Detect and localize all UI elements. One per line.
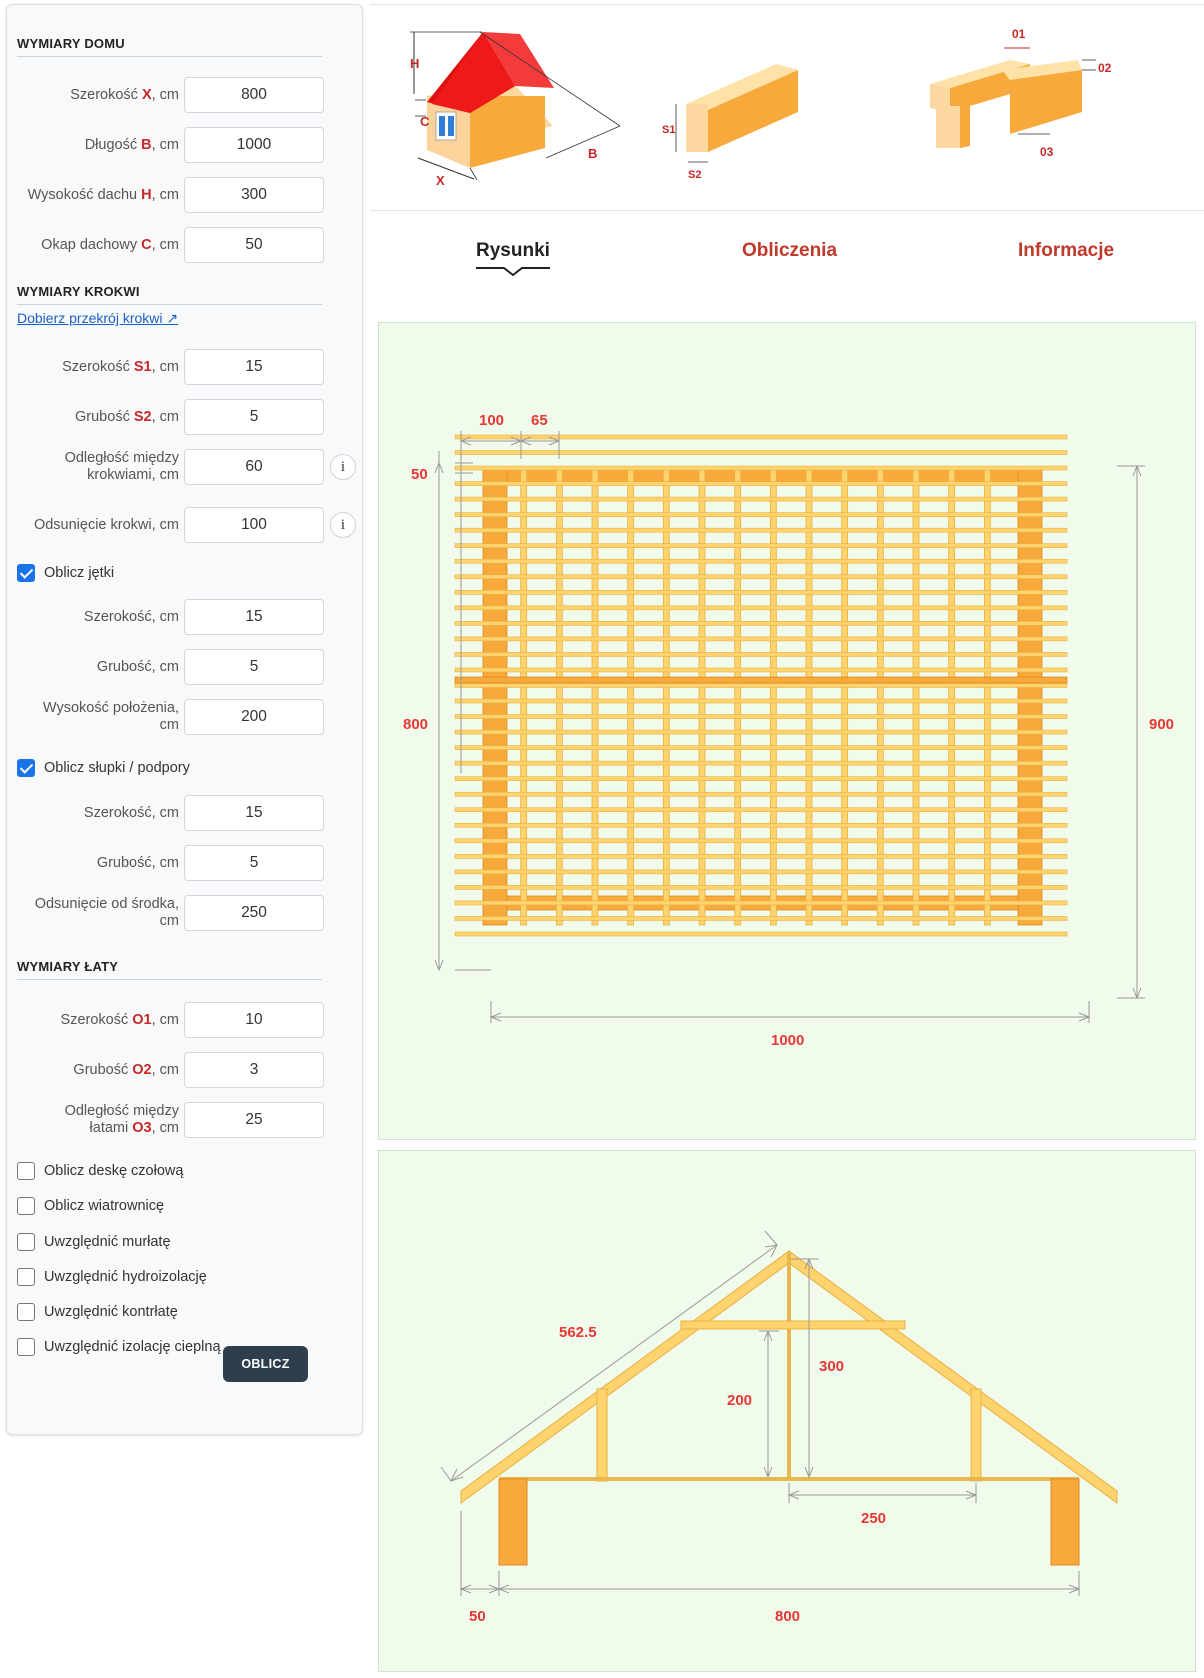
width-x-input[interactable] xyxy=(184,77,324,113)
batten xyxy=(455,637,1067,641)
dim-50-label: 50 xyxy=(411,466,428,483)
post-thickness-input[interactable] xyxy=(184,845,324,881)
field-row-rafter-s1 xyxy=(7,349,364,385)
length-b-input[interactable] xyxy=(184,127,324,163)
roof-height-h-input[interactable] xyxy=(184,177,324,213)
field-label: Odsunięcie krokwi, cm xyxy=(33,516,179,533)
checkbox-label: Oblicz jętki xyxy=(44,565,115,581)
dim-65-label: 65 xyxy=(531,412,548,429)
checkbox-insulation[interactable] xyxy=(17,1336,221,1358)
field-row-post-offset xyxy=(7,895,364,931)
checkbox-collars[interactable] xyxy=(17,562,114,584)
batten xyxy=(455,792,1067,796)
field-label: Okap dachowy C, cm xyxy=(41,236,179,253)
house-c-label: C xyxy=(420,114,430,129)
checkbox-unchecked-icon[interactable] xyxy=(17,1233,35,1251)
dim-100-label: 100 xyxy=(479,412,505,429)
rafter-offset-input[interactable] xyxy=(184,507,324,543)
roof-plan-drawing xyxy=(378,322,1196,1140)
batten xyxy=(455,451,1067,455)
house-diagram-icon xyxy=(410,32,620,188)
field-row-batten-o2 xyxy=(7,1052,364,1088)
field-row-eave-c xyxy=(7,227,364,263)
dim-800-label: 800 xyxy=(403,716,429,733)
rafter-spacing-input[interactable] xyxy=(184,449,324,485)
collar-width-input[interactable] xyxy=(184,599,324,635)
checkbox-unchecked-icon[interactable] xyxy=(17,1197,35,1215)
batten xyxy=(455,606,1067,610)
dim-1000-label: 1000 xyxy=(771,1032,805,1049)
checkbox-checked-icon[interactable] xyxy=(17,759,35,777)
rafter-s2-input[interactable] xyxy=(184,399,324,435)
field-label: Odsunięcie od środka, cm xyxy=(34,896,179,929)
batten xyxy=(455,730,1067,734)
calculator-form-panel xyxy=(6,4,363,1435)
batten xyxy=(455,715,1067,719)
roof-section-drawing xyxy=(378,1150,1196,1672)
collar-thickness-input[interactable] xyxy=(184,649,324,685)
section-dimension-labels xyxy=(469,1324,886,1625)
info-icon[interactable]: i xyxy=(330,454,356,480)
field-label: Szerokość O1, cm xyxy=(60,1011,179,1028)
rafter-s1-label: S1 xyxy=(662,124,676,136)
rafter-section-link[interactable]: Dobierz przekrój krokwi ↗ xyxy=(17,310,179,326)
batten xyxy=(455,497,1067,501)
dim-300-label: 300 xyxy=(819,1358,845,1375)
field-label: Grubość O2, cm xyxy=(73,1061,179,1078)
batten xyxy=(455,668,1067,672)
field-row-rafter-s2 xyxy=(7,399,364,435)
batten xyxy=(455,823,1067,827)
batten xyxy=(455,482,1067,486)
house-h-label: H xyxy=(410,56,420,71)
checkbox-label: Oblicz wiatrownicę xyxy=(44,1198,165,1214)
checkbox-unchecked-icon[interactable] xyxy=(17,1303,35,1321)
field-label: Szerokość, cm xyxy=(83,804,179,821)
tab-drawings[interactable] xyxy=(476,240,550,262)
batten xyxy=(455,435,1067,439)
batten xyxy=(455,870,1067,874)
field-label: Długość B, cm xyxy=(84,136,179,153)
batten xyxy=(455,575,1067,579)
post-offset-input[interactable] xyxy=(184,895,324,931)
ridge-beam xyxy=(455,677,1067,683)
batten xyxy=(455,559,1067,563)
checkbox-waterproof[interactable] xyxy=(17,1266,207,1288)
checkbox-fascia[interactable] xyxy=(17,1160,183,1182)
rafter-s2-label: S2 xyxy=(688,169,702,181)
batten-o3-input[interactable] xyxy=(184,1102,324,1138)
batten-o1-input[interactable] xyxy=(184,1002,324,1038)
checkbox-label: Uwzględnić murłatę xyxy=(44,1234,171,1250)
rafters-group xyxy=(455,435,1067,936)
field-label: Grubość, cm xyxy=(96,658,179,675)
field-label: Odległość między krokwiami, cm xyxy=(64,450,179,483)
house-b-label: B xyxy=(588,146,598,161)
batten xyxy=(455,590,1067,594)
batten xyxy=(455,932,1067,936)
field-row-rafter-offset xyxy=(7,507,364,543)
batten xyxy=(455,916,1067,920)
batten-o1-label: 01 xyxy=(1012,27,1026,41)
checkbox-barge[interactable] xyxy=(17,1195,164,1217)
roof-section-canvas xyxy=(379,1151,1197,1673)
info-icon[interactable]: i xyxy=(330,512,356,538)
calculate-button[interactable]: OBLICZ xyxy=(223,1346,308,1382)
field-row-rafter-spacing xyxy=(7,449,364,485)
checkbox-wallplate[interactable] xyxy=(17,1231,171,1253)
checkbox-label: Uwzględnić izolację cieplną xyxy=(44,1339,221,1355)
batten xyxy=(455,684,1067,688)
batten xyxy=(455,621,1067,625)
divider xyxy=(370,4,1204,5)
tab-information[interactable]: Informacje xyxy=(1018,240,1115,261)
field-label: Wysokość położenia, cm xyxy=(42,700,179,733)
truss-members xyxy=(461,1251,1117,1565)
batten xyxy=(455,513,1067,517)
dim-900-label: 900 xyxy=(1149,716,1175,733)
checkbox-unchecked-icon[interactable] xyxy=(17,1338,35,1356)
checkbox-label: Uwzględnić kontrłatę xyxy=(44,1304,178,1320)
dim-800-label: 800 xyxy=(775,1608,801,1625)
field-row-roof-height-h xyxy=(7,177,364,213)
batten-diagram-icon xyxy=(930,27,1112,159)
checkbox-posts[interactable] xyxy=(17,757,190,779)
batten xyxy=(455,746,1067,750)
section-title-house: WYMIARY DOMU xyxy=(17,36,322,57)
field-row-collar-width xyxy=(7,599,364,635)
house-x-label: X xyxy=(436,173,445,188)
field-row-post-thickness xyxy=(7,845,364,881)
checkbox-checked-icon[interactable] xyxy=(17,564,35,582)
checkbox-label: Oblicz deskę czołową xyxy=(44,1163,184,1179)
eave-c-input[interactable] xyxy=(184,227,324,263)
dim-250-label: 250 xyxy=(861,1510,887,1527)
field-label: Szerokość X, cm xyxy=(70,86,179,103)
batten xyxy=(455,839,1067,843)
batten xyxy=(455,854,1067,858)
field-label: Grubość S2, cm xyxy=(75,408,179,425)
batten xyxy=(455,885,1067,889)
divider xyxy=(370,210,1204,211)
batten xyxy=(455,544,1067,548)
batten xyxy=(455,466,1067,470)
dimension-diagrams xyxy=(370,8,1204,208)
batten-o2-label: 02 xyxy=(1098,61,1112,75)
batten-o3-label: 03 xyxy=(1040,145,1054,159)
dim-50-label: 50 xyxy=(469,1608,486,1625)
rafter-section-diagram-icon xyxy=(662,64,798,181)
batten xyxy=(455,528,1067,532)
batten xyxy=(455,699,1067,703)
field-label: Wysokość dachu H, cm xyxy=(27,186,179,203)
field-row-length-b xyxy=(7,127,364,163)
batten xyxy=(455,761,1067,765)
field-label: Grubość, cm xyxy=(96,854,179,871)
checkbox-label: Uwzględnić hydroizolację xyxy=(44,1269,207,1285)
field-row-collar-height xyxy=(7,699,364,735)
dim-200-label: 200 xyxy=(727,1392,753,1409)
section-title-battens: WYMIARY ŁATY xyxy=(17,959,322,980)
section-dimension-lines xyxy=(441,1231,1079,1596)
collar-height-input[interactable] xyxy=(184,699,324,735)
batten xyxy=(455,652,1067,656)
field-row-batten-o3 xyxy=(7,1102,364,1138)
field-label: Odległość między łatami O3, cm xyxy=(64,1103,179,1136)
field-label: Szerokość, cm xyxy=(83,608,179,625)
field-row-collar-thickness xyxy=(7,649,364,685)
tab-calculations[interactable]: Obliczenia xyxy=(742,240,838,261)
section-title-rafters: WYMIARY KROKWI xyxy=(17,284,322,305)
tab-label: Rysunki xyxy=(476,240,550,261)
field-row-post-width xyxy=(7,795,364,831)
field-row-width-x xyxy=(7,77,364,113)
tab-active-indicator-icon xyxy=(476,266,550,278)
field-label: Szerokość S1, cm xyxy=(62,358,179,375)
batten xyxy=(455,777,1067,781)
field-row-batten-o1 xyxy=(7,1002,364,1038)
batten-o2-input[interactable] xyxy=(184,1052,324,1088)
batten xyxy=(455,808,1067,812)
dim-562-5-label: 562.5 xyxy=(559,1324,597,1341)
post-width-input[interactable] xyxy=(184,795,324,831)
roof-plan-canvas xyxy=(379,323,1197,1141)
batten xyxy=(455,901,1067,905)
checkbox-counterbatten[interactable] xyxy=(17,1301,178,1323)
view-tabs xyxy=(370,240,1204,290)
checkbox-label: Oblicz słupki / podpory xyxy=(44,760,190,776)
rafter-s1-input[interactable] xyxy=(184,349,324,385)
checkbox-unchecked-icon[interactable] xyxy=(17,1268,35,1286)
checkbox-unchecked-icon[interactable] xyxy=(17,1162,35,1180)
